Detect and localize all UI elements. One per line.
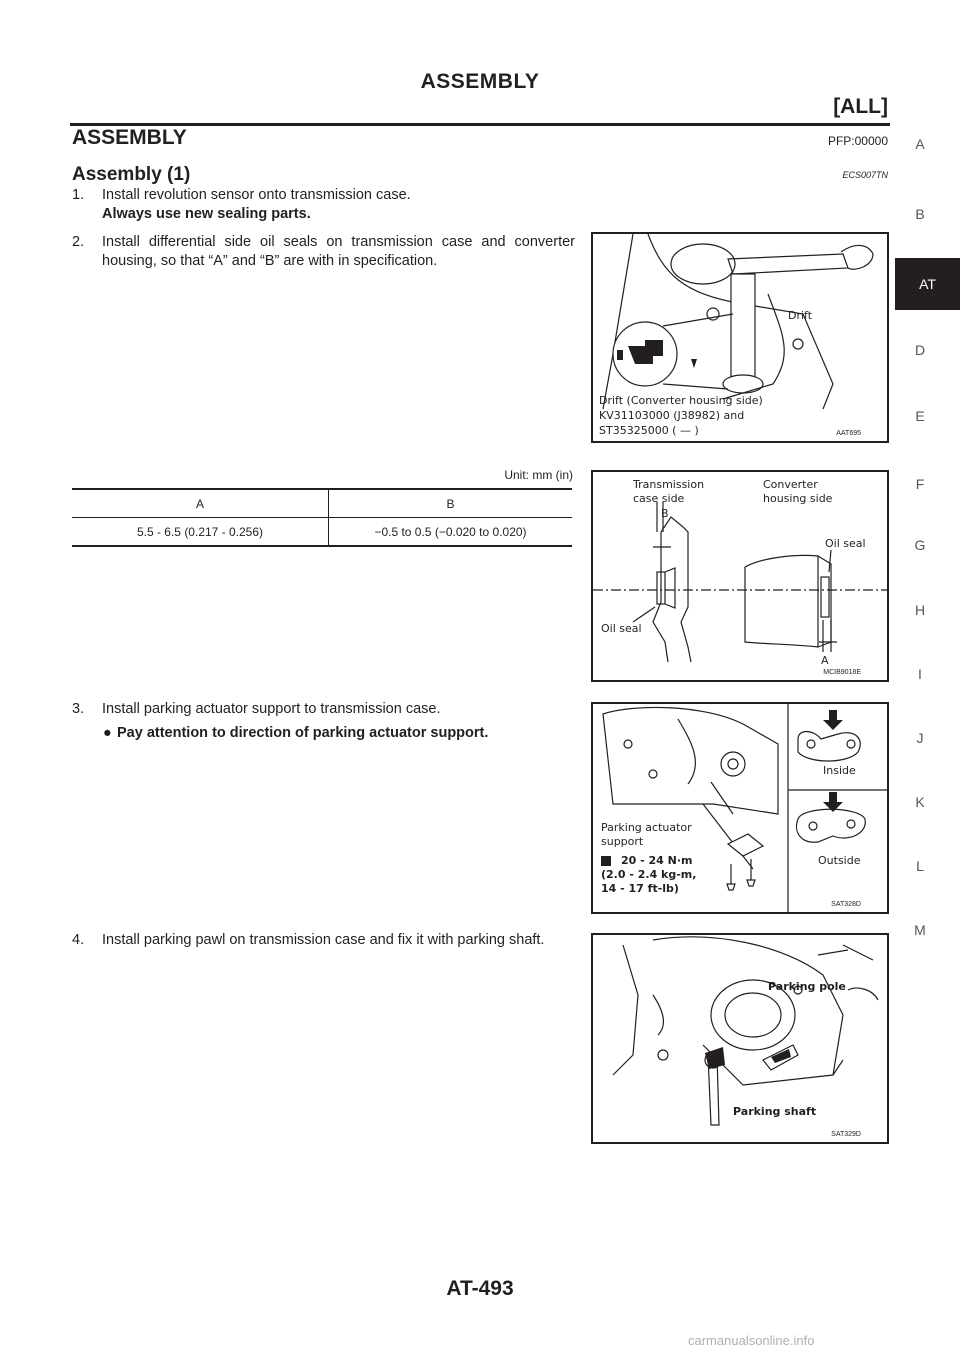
side-tab-m[interactable]: M [914, 922, 926, 938]
step-number: 4. [72, 932, 85, 948]
side-tab-b[interactable]: B [915, 206, 925, 222]
page-number: AT-493 [446, 1277, 514, 1300]
side-tab-h[interactable]: H [914, 602, 926, 618]
header-rule [70, 123, 890, 126]
side-tab-g[interactable]: G [914, 537, 926, 553]
side-tab-d[interactable]: D [914, 342, 926, 358]
table-header-row [72, 489, 572, 518]
subsection-title: Assembly (1) [72, 164, 191, 185]
watermark: carmanualsonline.info [688, 1333, 815, 1348]
table-cell-b: −0.5 to 0.5 (−0.020 to 0.020) [329, 518, 573, 547]
step-number: 3. [72, 701, 85, 717]
bullet-icon: ● [103, 725, 112, 741]
bullet-text: Pay attention to direction of parking actuator support. [117, 725, 489, 741]
side-tab-e[interactable]: E [915, 408, 925, 424]
label-a: A [821, 654, 829, 667]
label-torque-1: 20 - 24 N·m [621, 854, 693, 867]
table-unit: Unit: mm (in) [504, 468, 573, 482]
side-tab-a[interactable]: A [915, 136, 925, 152]
header-scope: [ALL] [833, 95, 888, 118]
side-tab-i[interactable]: I [918, 666, 922, 682]
label-b: B [661, 507, 669, 520]
section-code: PFP:00000 [827, 134, 888, 148]
step-text: Install differential side oil seals on transmission case and converter housing, so that “A” and “B” are with in specification. [102, 234, 575, 269]
step-number: 2. [72, 234, 85, 250]
figure-id: SAT328D [831, 901, 861, 908]
label-converter-1: Converter [763, 478, 818, 491]
spec-table [72, 488, 572, 547]
label-torque-3: 14 - 17 ft-lb) [601, 882, 679, 895]
table-row [72, 518, 572, 547]
figure-parking-pawl [591, 933, 889, 1144]
side-tab-f[interactable]: F [915, 476, 925, 492]
step-number: 1. [72, 187, 85, 203]
step-1 [72, 186, 575, 224]
figure-id: SAT329D [831, 1131, 861, 1138]
side-tab-j[interactable]: J [916, 730, 924, 746]
label-oil-seal-left: Oil seal [601, 622, 642, 635]
step-text: Install parking actuator support to transmission case. [102, 701, 441, 717]
label-converter-2: housing side [763, 492, 833, 505]
label-support-2: support [601, 835, 644, 848]
step-note: Always use new sealing parts. [102, 206, 311, 222]
figure-oil-seal-dimensions [591, 470, 889, 682]
step-3 [72, 700, 575, 719]
label-trans-case-1: Transmission [633, 478, 705, 491]
figure-id: MCIB9018E [823, 669, 861, 676]
label-parking-shaft: Parking shaft [733, 1105, 817, 1118]
figure-parking-actuator-support [591, 702, 889, 914]
side-tab-at-active[interactable]: AT [895, 258, 960, 310]
step-3-bullet [103, 725, 489, 741]
step-text: Install parking pawl on transmission case and fix it with parking shaft. [102, 932, 545, 948]
table-cell-a: 5.5 - 6.5 (0.217 - 0.256) [72, 518, 329, 547]
figure-drift-install [591, 232, 889, 443]
label-inside: Inside [823, 764, 856, 777]
label-torque-2: (2.0 - 2.4 kg-m, [601, 868, 697, 881]
label-support-1: Parking actuator [601, 821, 692, 834]
section-title: ASSEMBLY [72, 126, 187, 149]
table-header-a: A [72, 489, 329, 518]
label-drift-converter: Drift (Converter housing side) [599, 394, 763, 407]
label-outside: Outside [818, 854, 861, 867]
label-oil-seal-right: Oil seal [825, 537, 866, 550]
step-4 [72, 931, 575, 950]
header-title: ASSEMBLY [420, 70, 540, 93]
label-trans-case-2: case side [633, 492, 685, 505]
side-tab-l[interactable]: L [916, 858, 924, 874]
label-parking-pole: Parking pole [768, 980, 846, 993]
label-tool-1: KV31103000 (J38982) and [599, 409, 745, 422]
subsection-code: ECS007TN [842, 170, 888, 180]
side-tab-k[interactable]: K [915, 794, 925, 810]
figure-id: AAT695 [836, 430, 861, 437]
label-drift: Drift [788, 309, 813, 322]
step-2 [72, 233, 575, 271]
label-tool-2: ST35325000 ( — ) [599, 424, 699, 437]
step-text: Install revolution sensor onto transmission case. [102, 187, 411, 203]
table-header-b: B [329, 489, 573, 518]
